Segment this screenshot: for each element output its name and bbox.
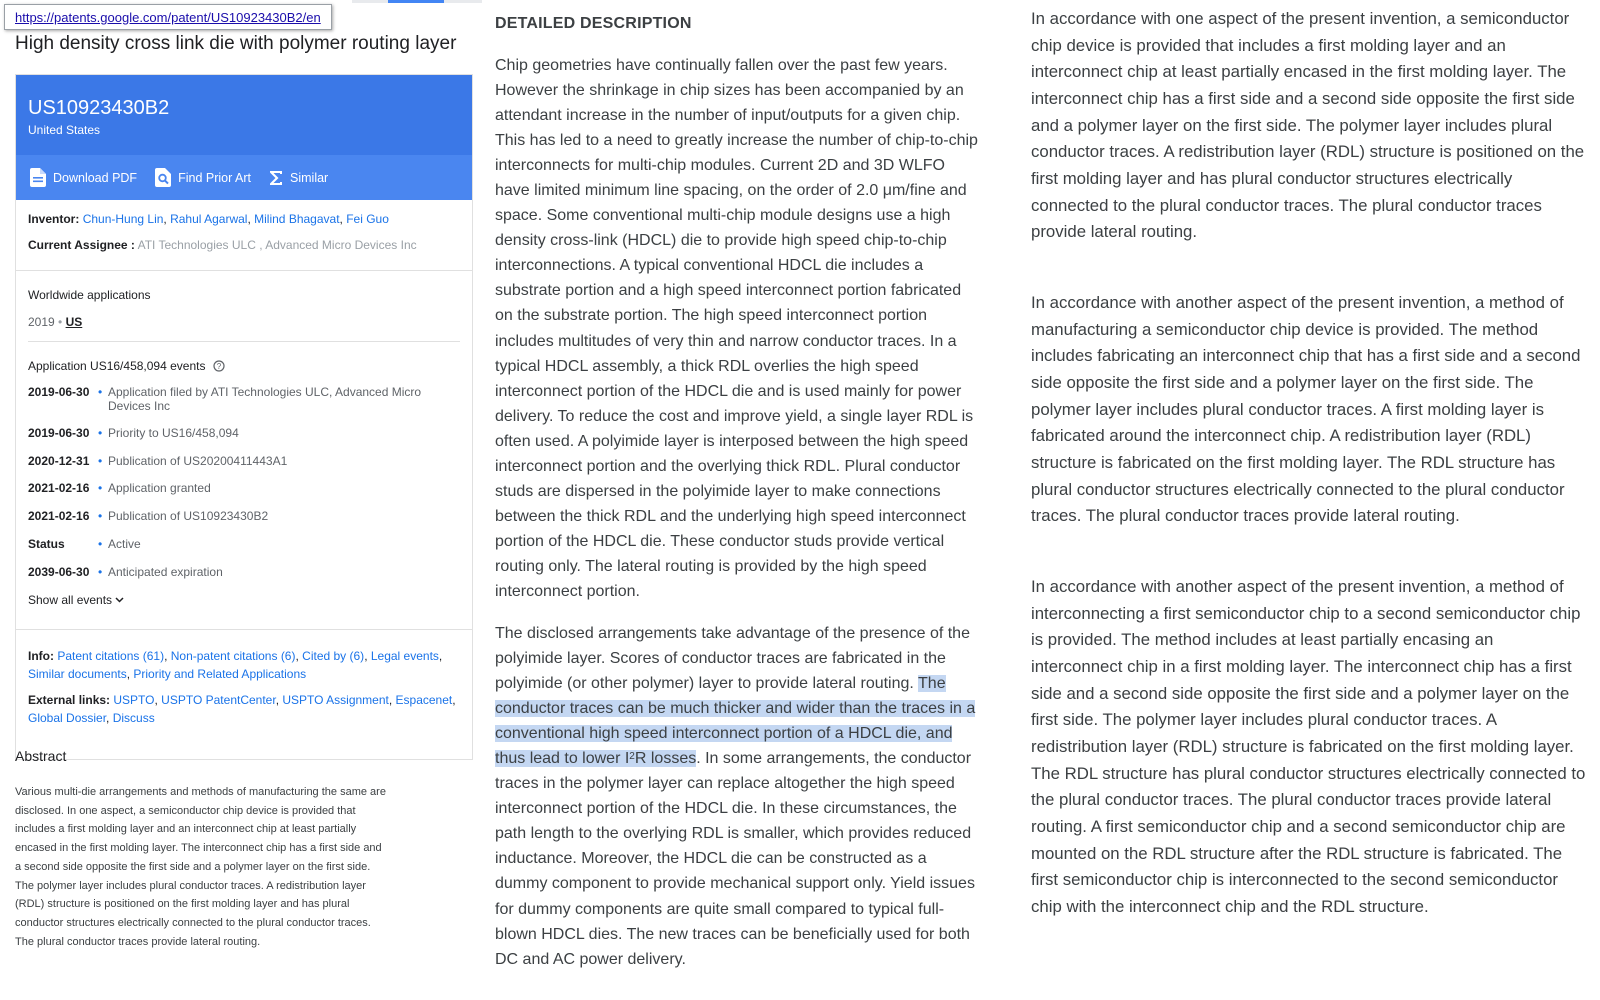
event-date: 2020-12-31 xyxy=(28,453,90,468)
event-text: Active xyxy=(108,537,141,551)
chevron-down-icon xyxy=(115,597,124,603)
event-text: Priority to US16/458,094 xyxy=(108,426,239,440)
url-tooltip xyxy=(4,4,332,30)
external-link[interactable]: USPTO PatentCenter xyxy=(161,693,276,707)
external-link[interactable]: Global Dossier xyxy=(28,711,107,725)
assignee-row xyxy=(28,238,417,252)
worldwide-applications-row xyxy=(28,315,82,329)
event-bullet: • xyxy=(98,453,103,468)
info-link[interactable]: Priority and Related Applications xyxy=(133,667,307,681)
abstract-heading: Abstract xyxy=(15,748,67,764)
event-date: 2019-06-30 xyxy=(28,385,90,399)
paragraph-text: . In some arrangements, the conductor traces in the polymer layer can replace altogether the high speed interconnect portion of the HDCL die. In these circumstances, the path length to the overlying RDL is smaller, which provides reduced inductance. Moreover, the HDCL die can be constructed as a dummy component to provide mechanical support only. Yield issues for dummy components are quite small compared to typical full-blown HDCL dies. The new traces can be beneficially used for both DC and AC power delivery. xyxy=(495,750,975,968)
external-link[interactable]: Discuss xyxy=(112,711,155,725)
description-paragraph: Chip geometries have continually fallen over the past few years. However the shrinkage in chip sizes has been accompanied by an attendant increase in the number of input/outputs for a given chip. This has led to a need to greatly increase the number of chip-to-chip interconnects for multi-chip modules. Current 2D and 3D WLFO have limited minimum line spacing, on the order of 2.0 μm/fine and space. Some conventional multi-chip module designs use a high density cross-link (HDCL) die to provide high speed chip-to-chip interconnections. A typical conventional HDCL die includes a substrate portion and a high speed interconnect portion fabricated on the substrate portion. The high speed interconnect portion includes multitudes of very thin and narrow conductor traces. In a typical HDCL assembly, a thick RDL overlies the high speed interconnect portion of the HDCL die and is used mainly for power delivery. To reduce the cost and improve yield, a single layer RDL is often used. A polyimide layer is interposed between the high speed interconnect portion and the overlying thick RDL. Plural conductor studs are dispersed in the polyimide layer to make connections between the thick RDL and the underlying high speed interconnect portion of the HDCL die. These conductor studs provide vertical routing only. The lateral routing is provided by the high speed interconnect portion. xyxy=(495,57,978,600)
event-row xyxy=(28,537,458,565)
url-tooltip-link[interactable]: https://patents.google.com/patent/US10923430B2/en xyxy=(15,10,321,25)
events-title-row xyxy=(28,359,225,373)
event-row xyxy=(28,481,458,509)
inventor-link[interactable]: Fei Guo xyxy=(346,212,389,226)
event-date: 2039-06-30 xyxy=(28,565,90,579)
info-label: Info: xyxy=(28,649,54,663)
patent-actions-bar xyxy=(16,155,472,200)
info-link[interactable]: Non-patent citations (6) xyxy=(170,649,296,663)
patent-header xyxy=(16,75,472,200)
highlighted-text-part: R losses xyxy=(634,750,697,768)
event-text: Publication of US20200411443A1 xyxy=(108,453,288,468)
info-link[interactable]: Legal events xyxy=(370,649,439,663)
external-link[interactable]: Espacenet xyxy=(395,693,453,707)
detailed-description-heading: DETAILED DESCRIPTION xyxy=(495,15,692,32)
event-row xyxy=(28,385,458,426)
event-bullet: • xyxy=(98,508,103,523)
event-text: Application granted xyxy=(108,481,211,495)
paragraph-text: The disclosed arrangements take advantage of the presence of the polyimide layer. Scores of conductor traces are fabricated in the polyimide (or other polymer) layer to provide lateral routing. xyxy=(495,625,970,693)
event-row xyxy=(28,426,458,454)
divider xyxy=(16,629,472,630)
info-link[interactable]: Cited by (6) xyxy=(302,649,365,663)
external-link[interactable]: USPTO Assignment xyxy=(282,693,389,707)
find-prior-art-button[interactable] xyxy=(155,168,251,187)
assignee-value: ATI Technologies ULC , Advanced Micro Devices Inc xyxy=(137,238,417,252)
event-bullet: • xyxy=(98,426,103,440)
inventor-link[interactable]: Rahul Agarwal xyxy=(170,212,248,226)
inventor-link[interactable]: Chun-Hung Lin xyxy=(82,212,164,226)
summary-paragraph: In accordance with another aspect of the present invention, a method of interconnecting a first semiconductor chip to a second semiconductor chip is provided. The method includes at least partially encasing an interconnect chip in a first molding layer. The interconnect chip has a first side and a second side opposite the first side and a polymer layer on the first side. The polymer layer includes plural conductor traces. A redistribution layer (RDL) structure is fabricated on the first molding layer. The RDL structure has plural conductor structures electrically connected to the plural conductor traces. The plural conductor traces provide lateral routing. A first semiconductor chip and a second semiconductor chip are mounted on the RDL structure after the RDL structure is fabricated. The first semiconductor chip is interconnected to the second semiconductor chip with the interconnect chip and the RDL structure. xyxy=(1031,577,1586,916)
worldwide-year: 2019 xyxy=(28,315,55,329)
sigma-icon xyxy=(269,170,283,186)
divider xyxy=(16,270,472,271)
superscript: 2 xyxy=(629,751,635,763)
event-bullet: • xyxy=(98,481,103,495)
patent-country: United States xyxy=(28,123,101,137)
event-text: Anticipated expiration xyxy=(108,565,223,579)
worldwide-country-link[interactable]: US xyxy=(65,315,83,329)
event-bullet: • xyxy=(98,385,103,399)
download-pdf-button[interactable] xyxy=(30,168,137,187)
event-row xyxy=(28,565,458,593)
prior-art-search-icon xyxy=(155,168,171,187)
worldwide-applications-label: Worldwide applications xyxy=(28,288,151,302)
summary-paragraph: In accordance with one aspect of the present invention, a semiconductor chip device is provided that includes a first molding layer and an interconnect chip at least partially encased in the first molding layer. The interconnect chip has a first side and a second side opposite the first side and a polymer layer on the first side. The polymer layer includes plural conductor traces. A redistribution layer (RDL) structure is positioned on the first molding layer and has plural conductor structures electrically connected to the plural conductor traces. The plural conductor traces provide lateral routing. xyxy=(1031,9,1585,242)
patent-number: US10923430B2 xyxy=(28,97,170,119)
patent-sidebar xyxy=(15,0,473,1000)
help-icon[interactable] xyxy=(213,360,225,372)
show-all-events-label: Show all events xyxy=(28,593,113,607)
bullet-separator: • xyxy=(58,315,66,329)
inventor-label: Inventor: xyxy=(28,212,80,226)
similar-button[interactable] xyxy=(269,170,328,186)
find-prior-art-label: Find Prior Art xyxy=(178,170,252,185)
event-text: Application filed by ATI Technologies ULC, Advanced Micro Devices Inc xyxy=(108,385,422,413)
external-link[interactable]: USPTO xyxy=(113,693,155,707)
info-links: Info: Patent citations (61), Non-patent citations (6), Cited by (6), Legal events, Similar documents, Priority and Related Applications External links: USPTO, USPTO PatentCenter, USPTO Assignment, Espacenet, Global Dossier, Discuss xyxy=(28,647,460,727)
external-links: External links: USPTO, USPTO PatentCenter, USPTO Assignment, Espacenet, Global Dossier, Discuss xyxy=(28,693,456,725)
events-list xyxy=(28,385,458,607)
external-links-label: External links: xyxy=(28,693,111,707)
highlighted-text-part: The conductor traces can be much thicker and wider than the traces in a conventional high speed interconnect portion of a HDCL die, and thus lead to lower I xyxy=(495,675,976,768)
similar-label: Similar xyxy=(290,170,329,185)
event-bullet: • xyxy=(98,537,103,551)
event-date: 2021-02-16 xyxy=(28,508,90,523)
event-date: 2019-06-30 xyxy=(28,426,90,440)
patent-info-card xyxy=(15,74,473,760)
inventor-row: Inventor: Chun-Hung Lin, Rahul Agarwal, Milind Bhagavat, Fei Guo xyxy=(28,212,389,226)
event-row xyxy=(28,509,458,538)
divider xyxy=(28,341,460,342)
show-all-events-button[interactable] xyxy=(28,593,458,607)
event-text: Publication of US10923430B2 xyxy=(108,508,269,523)
event-date: 2021-02-16 xyxy=(28,481,90,495)
events-title: Application US16/458,094 events xyxy=(28,359,206,373)
info-link[interactable]: Patent citations (61) xyxy=(57,649,165,663)
download-pdf-label: Download PDF xyxy=(53,170,138,185)
info-link[interactable]: Similar documents xyxy=(28,667,127,681)
svg-text:?: ? xyxy=(216,362,222,371)
event-date: Status xyxy=(28,537,65,551)
abstract-text: Various multi-die arrangements and methods of manufacturing the same are disclosed. In one aspect, a semiconductor chip device is provided that includes a first molding layer and an interconnect chip at least partially encased in the first molding layer. The interconnect chip has a first side and a second side opposite the first side and a polymer layer on the first side. The polymer layer includes plural conductor traces. A redistribution layer (RDL) structure is positioned on the first molding layer and has plural conductor structures electrically connected to the plural conductor traces. The plural conductor traces provide lateral routing. xyxy=(15,786,386,948)
event-row xyxy=(28,454,458,482)
description-paragraph xyxy=(495,621,983,972)
inventor-link[interactable]: Milind Bhagavat xyxy=(254,212,340,226)
assignee-label: Current Assignee : xyxy=(28,238,135,252)
page-title: High density cross link die with polymer routing layer xyxy=(15,33,457,54)
event-bullet: • xyxy=(98,565,103,579)
pdf-file-icon xyxy=(30,168,46,187)
summary-paragraph: In accordance with another aspect of the present invention, a method of manufacturing a semiconductor chip device is provided. The method includes fabricating an interconnect chip that has a first side and a second side opposite the first side and a polymer layer on the first side. The polymer layer includes plural conductor traces. A first molding layer is fabricated around the interconnect chip. A redistribution layer (RDL) structure is fabricated on the first molding layer. The RDL structure has plural conductor structures electrically connected to the plural conductor traces. The plural conductor traces provide lateral routing. xyxy=(1031,293,1581,526)
